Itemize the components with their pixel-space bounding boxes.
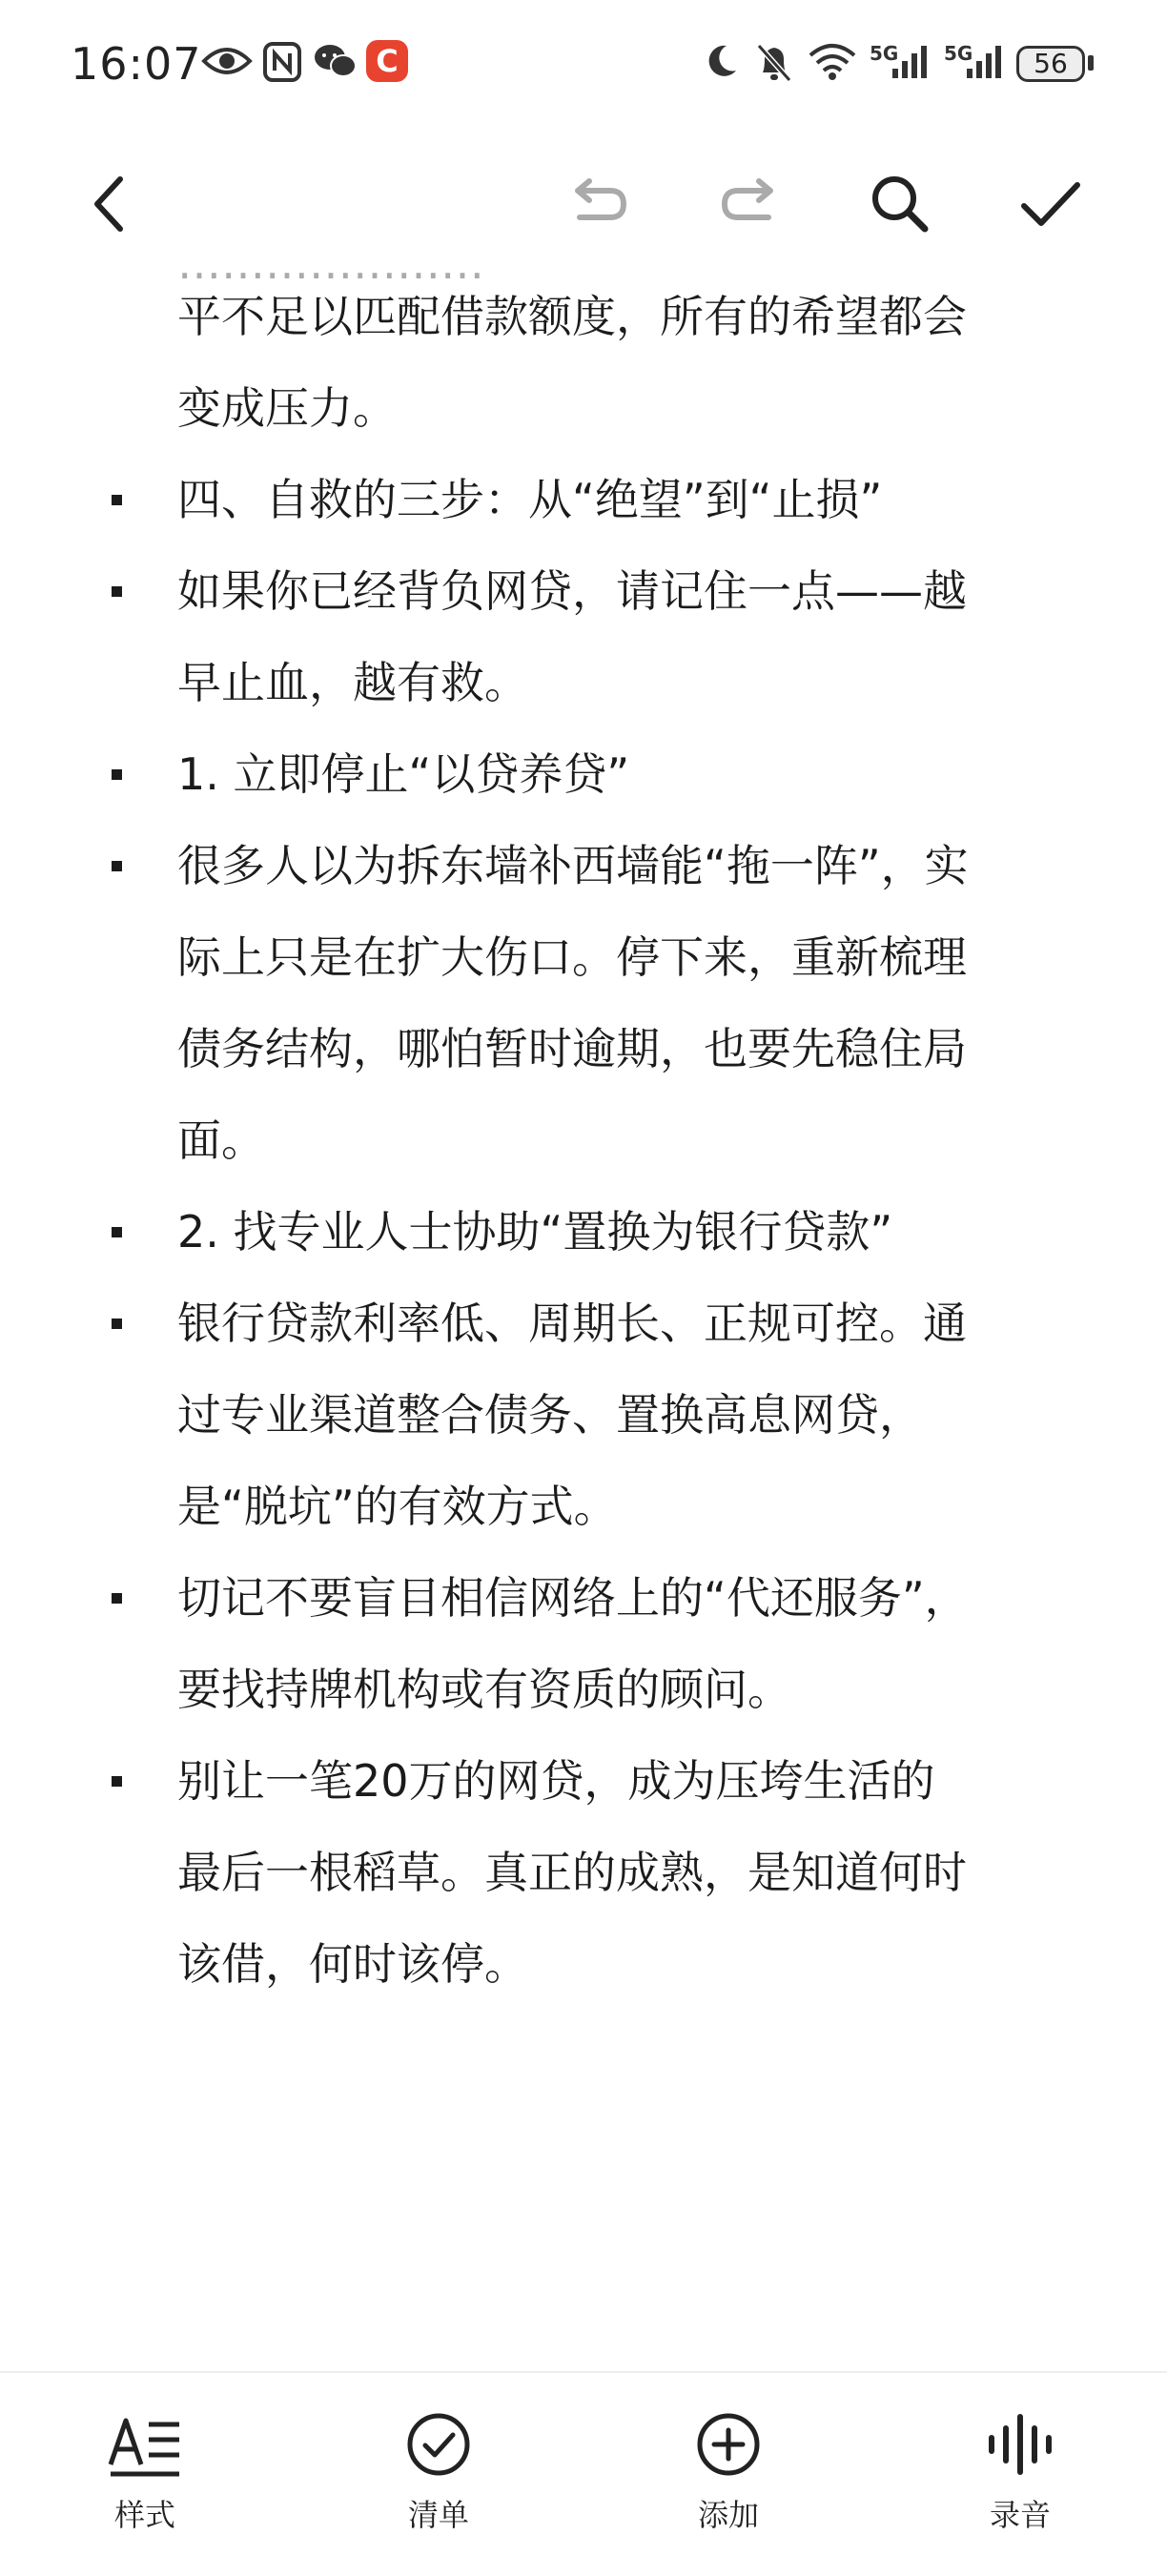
- add-button[interactable]: [652, 2411, 805, 2554]
- status-bar: [0, 0, 1167, 133]
- add-label: 添加: [697, 2497, 759, 2533]
- bullet-icon: [112, 1319, 122, 1329]
- list-item-text: 最后一根稻草。真正的成熟，是知道何时: [177, 1847, 967, 1898]
- list-item-text: 际上只是在扩大伤口。停下来，重新梳理: [177, 931, 967, 983]
- list-item-text: 过专业渠道整合债务、置换高息网贷，: [177, 1389, 923, 1441]
- list-item-text: 如果你已经背负网贷，请记住一点——越: [177, 565, 967, 617]
- audio-waveform-icon: [982, 2411, 1058, 2478]
- signal-label-2: 5G: [944, 42, 973, 65]
- list-item-text: 切记不要盲目相信网络上的“代还服务”，: [177, 1572, 969, 1624]
- list-item-text: 2. 找专业人士协助“置换为银行贷款”: [177, 1206, 893, 1257]
- back-icon[interactable]: [74, 166, 151, 242]
- list-item-text: 债务结构，哪怕暂时逾期，也要先稳住局: [177, 1023, 967, 1074]
- bottom-toolbar: [0, 2371, 1167, 2576]
- signal-icon-1: [891, 42, 932, 80]
- note-content[interactable]: [0, 237, 1167, 2368]
- nfc-icon: [263, 42, 301, 82]
- style-label: 样式: [113, 2497, 175, 2533]
- cut-off-line: …………………: [177, 237, 484, 289]
- app-c-icon: C: [366, 40, 408, 82]
- list-item-text: 四、自救的三步：从“绝望”到“止损”: [177, 474, 883, 525]
- bullet-icon: [112, 1227, 122, 1237]
- list-item-text: 要找持牌机构或有资质的顾问。: [177, 1664, 791, 1715]
- list-item-text: 别让一笔20万的网贷，成为压垮生活的: [177, 1755, 935, 1807]
- moon-icon: [702, 42, 740, 80]
- list-item-text: 早止血，越有救。: [177, 657, 528, 708]
- wechat-icon: [313, 42, 357, 80]
- list-item-text: 是“脱坑”的有效方式。: [177, 1481, 618, 1532]
- bullet-icon: [112, 586, 122, 597]
- record-label: 录音: [989, 2497, 1051, 2533]
- battery-tip: [1088, 55, 1094, 71]
- style-button[interactable]: [69, 2411, 221, 2554]
- editor-toolbar: [0, 143, 1167, 289]
- list-item-text: 1. 立即停止“以贷养贷”: [177, 748, 630, 800]
- checklist-label: 清单: [407, 2497, 469, 2533]
- continuation-line-2: 变成压力。: [177, 382, 397, 434]
- signal-icon-2: [965, 42, 1007, 80]
- continuation-line: 平不足以匹配借款额度，所有的希望都会: [177, 291, 967, 342]
- list-item-text: 面。: [177, 1114, 265, 1166]
- record-button[interactable]: [944, 2411, 1096, 2554]
- checklist-icon: [400, 2411, 477, 2478]
- list-item-text: 该借，何时该停。: [177, 1938, 528, 1990]
- signal-label-1: 5G: [870, 42, 899, 65]
- list-item-text: 很多人以为拆东墙补西墙能“拖一阵”，实: [177, 840, 969, 891]
- eye-icon: [202, 42, 252, 80]
- battery-icon: 56: [1016, 46, 1085, 82]
- bullet-icon: [112, 769, 122, 780]
- bullet-icon: [112, 1593, 122, 1604]
- add-icon: [690, 2411, 767, 2478]
- bullet-icon: [112, 861, 122, 871]
- bullet-icon: [112, 1776, 122, 1787]
- checklist-button[interactable]: [362, 2411, 515, 2554]
- wifi-icon: [809, 42, 856, 80]
- status-time: 16:07: [71, 38, 202, 90]
- list-item-text: 银行贷款利率低、周期长、正规可控。通: [177, 1298, 967, 1349]
- bullet-icon: [112, 495, 122, 505]
- bell-off-icon: [755, 42, 793, 84]
- text-style-icon: [107, 2411, 183, 2478]
